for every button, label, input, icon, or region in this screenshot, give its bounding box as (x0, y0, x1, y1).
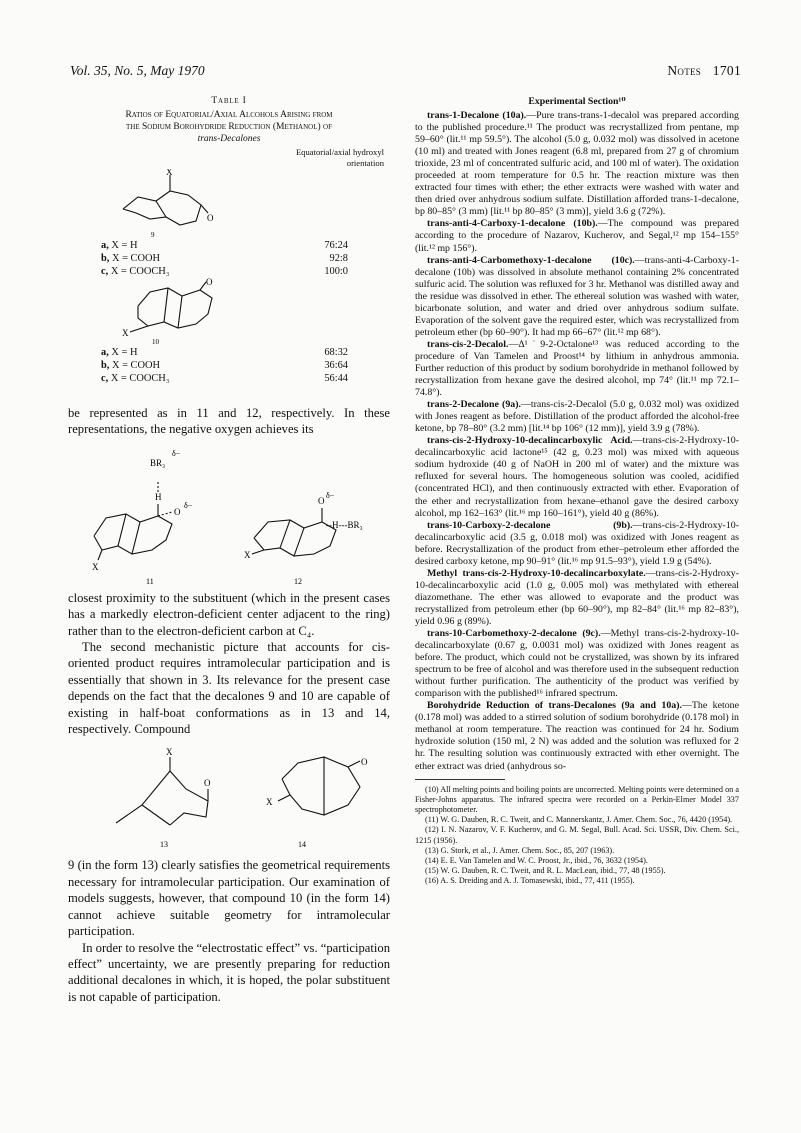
procedure-paragraph (415, 568, 739, 628)
right-column (415, 92, 739, 887)
procedure-text: —trans-cis-2-Decalol (5.0 g, 0.032 mol) was oxidized with Jones reagent as before. Distillation of the product afforded the alcohol-free ketone, bp 78–80° (3.2 mm) [lit.¹⁴ bp 106° (12 mm)], yield 3.9 g (78%). (415, 399, 739, 435)
table-row (68, 252, 390, 265)
procedure-text: —The ketone (0.178 mol) was added to a stirred solution of sodium borohydride (0.178 mol) in methanol at room temperature. The reaction was continued for 24 hr. Sodium hydroxide solution (150 ml, 2 N) was added and the solution was refluxed for 2 hr. The resulting solution was continuously extracted with ether overnight. The ether extract was dried (anhydrous so- (415, 700, 739, 772)
row-ratio: 100:0 (324, 266, 348, 277)
structures-13-14-drawing (68, 743, 390, 851)
procedure-title: trans-1-Decalone (10a). (427, 110, 527, 121)
procedure-title: trans-10-Carboxy-2-decalone (9b). (427, 519, 633, 531)
structure-9 (68, 169, 390, 239)
procedure-paragraph (415, 435, 739, 519)
table-caption-line: trans-Decalones (197, 134, 261, 144)
procedure-paragraph (415, 218, 739, 254)
procedure-text: —Δ¹˙9-2-Octalone¹³ was reduced according to the procedure of Van Tamelen and Proost¹⁴ by lithium in anhydrous ammonia. Further reduction of this product by sodium borohydride in methanol followed by recrystallization from hexane gave the desired alcohol, mp 74° (lit.¹¹ mp 72.1–74.8°). (415, 338, 739, 399)
procedure-title: trans-anti-4-Carboxy-1-decalone (10b). (427, 218, 598, 230)
procedure-title: trans-cis-2-Decalol. (427, 338, 509, 350)
s12-label: 12 (294, 576, 302, 586)
s11-delta-2: δ− (184, 500, 193, 510)
s14-label: 14 (298, 840, 306, 850)
footnote: (14) E. E. Van Tamelen and W. C. Proost, Jr., ibid., 76, 3632 (1954). (425, 856, 648, 865)
body-paragraph-3 (68, 857, 390, 1005)
procedure-text: —Pure trans-trans-1-decalol was prepared according to the published procedure.¹¹ The product was recrystallized from pentane, mp 59–60° (lit.¹¹ mp 59.5°). The alcohol (5.0 g, 0.032 mol) was dissolved in acetone (10 ml) and treated with Jones reagent (6.8 ml, prepared from 27 g of chromium trioxide, 23 ml of concentrated sulfuric acid, and 100 ml of water). The oxidation proceeded at room temperature for 0.5 hr. The reaction mixture was then extracted four times with ether; the ether extracts were washed with water and then dried over anhydrous sodium sulfate. Distillation afforded trans-1-decalone, bp 80–85° (3 mm) [lit.¹¹ bp 80–85° (3 mm)], yield 3.6 g (72%). (415, 110, 739, 218)
s11-h: H (155, 491, 162, 502)
s12-o: O (318, 495, 325, 506)
s12-x: X (244, 549, 251, 560)
structure-10-drawing (108, 278, 268, 346)
procedure-paragraph (415, 110, 739, 218)
s11-o: O (174, 506, 181, 517)
running-header-left: Vol. 35, No. 5, May 1970 (70, 63, 205, 78)
page-number: 1701 (712, 63, 741, 78)
experimental-section (415, 110, 739, 773)
procedure-title: trans-cis-2-Hydroxy-10-decalincarboxylic Acid. (427, 435, 633, 447)
s11-x: X (92, 561, 99, 572)
body-paragraph-1 (68, 405, 390, 438)
row-substituent: X = H (111, 240, 138, 251)
table-column-header (224, 147, 384, 169)
row-substituent: X = COOH (112, 360, 161, 371)
table-caption (68, 109, 390, 145)
procedure-paragraph (415, 255, 739, 339)
footnote: (12) I. N. Nazarov, V. F. Kucherov, and G. M. Segal, Bull. Acad. Sci. USSR, Div. Chem. Sci., 1215 (1956). (415, 825, 739, 845)
table-row (68, 346, 390, 359)
row-substituent: X = COOCH₃ (110, 266, 170, 277)
procedure-text: —trans-cis-2-Hydroxy-10-decalincarboxylic acid (3.5 g, 0.018 mol) was oxidized with Jones reagent as before. Recrystallization of the product from ether–petroleum ether afforded the desired carboxy ketone, mp 90–91° (lit.¹⁶ mp 91.5–93°), yield 1.9 g (54%). (415, 519, 739, 567)
table-caption-line: Ratios of Equatorial/Axial Alcohols Arising from (125, 110, 333, 120)
structure-9-label: 9 (151, 231, 155, 239)
row-letter: b, (101, 253, 110, 264)
table-row (68, 359, 390, 372)
header-section-name: Notes (667, 63, 702, 78)
procedure-title: trans-anti-4-Carbomethoxy-1-decalone (10c). (427, 254, 635, 266)
s13-o: O (204, 778, 211, 789)
row-ratio: 92:8 (329, 253, 348, 264)
row-ratio: 36:64 (324, 360, 348, 371)
row-substituent: X = H (111, 347, 138, 358)
s14-x: X (266, 797, 273, 808)
table-caption-line: the Sodium Borohydride Reduction (Methanol) of (126, 122, 332, 132)
paragraph-text: be represented as in 11 and 12, respectively. In these representations, the negative oxygen achieves its (68, 406, 390, 437)
table-row (68, 239, 390, 252)
structure-9-o: O (207, 213, 214, 223)
procedure-title: Methyl trans-cis-2-Hydroxy-10-decalincarboxylate. (427, 567, 646, 579)
body-paragraph-2 (68, 590, 390, 738)
rows-10 (68, 346, 390, 385)
paragraph-text: The second mechanistic picture that accounts for cis-oriented product requires intramolecular participation and is essentially that shown in 3. Its relevance for the present case depends on the fact that the decalones 9 and 10 are capable of existing in half-boat conformations as in 13 and 14, respectively. Compound (68, 640, 390, 737)
footnote: (11) W. G. Dauben, R. C. Tweit, and C. Mannerskantz, J. Amer. Chem. Soc., 76, 4420 (1954). (425, 815, 733, 825)
structure-9-drawing (108, 169, 268, 239)
procedure-title: trans-10-Carbomethoxy-2-decalone (9c). (427, 628, 601, 640)
procedure-title: trans-2-Decalone (9a). (427, 399, 521, 411)
row-substituent: X = COOH (112, 253, 161, 264)
column-header-line: orientation (346, 158, 384, 168)
procedure-text: —trans-cis-2-Hydroxy-10-decalincarboxylic acid (1.0 g, 0.005 mol) was methylated with ethereal diazomethane. The ether was allowed to evaporate and the product was recrystallized from petroleum ether (bp 60–90°), mp 82–84° (lit.¹⁶ mp 82–83°), yield 0.96 g (89%). (415, 567, 739, 627)
structure-10-x: X (122, 328, 129, 338)
procedure-paragraph (415, 399, 739, 435)
footnotes (415, 785, 739, 887)
procedure-paragraph (415, 700, 739, 772)
table-row (68, 265, 390, 278)
s12-delta: δ− (326, 490, 335, 500)
structures-11-12 (68, 442, 390, 590)
s12-h-br3: --H---BR₃ (326, 519, 363, 530)
table-row (68, 372, 390, 385)
procedure-text: —Methyl trans-cis-2-hydroxy-10-decalincarboxylate (0.67 g, 0.0031 mol) was oxidized with Jones reagent as before. The product, which could not be crystallized, was shown by its infrared spectrum to be free of alcohol and was therefore used in the subsequent reduction without further purification. The authenticity of the product was verified by comparison with the published¹⁶ infrared spectrum. (415, 628, 739, 700)
s14-o: O (361, 757, 368, 768)
row-letter: a, (101, 240, 109, 251)
procedure-paragraph (415, 520, 739, 568)
row-ratio: 76:24 (324, 240, 348, 251)
structures-11-12-drawing (68, 442, 390, 590)
footnote: (13) G. Stork, et al., J. Amer. Chem. Soc., 85, 207 (1963). (425, 845, 615, 855)
procedure-paragraph (415, 339, 739, 399)
row-ratio: 56:44 (324, 373, 348, 384)
footnote: (10) All melting points and boiling points are uncorrected. Melting points were determined on a Fisher-Johns apparatus. The infrared spectra were recorded on a Perkin-Elmer Model 337 spectrophotometer. (415, 784, 739, 814)
procedure-text: —trans-anti-4-Carboxy-1-decalone (10b) was dissolved in absolute methanol containing 2% concentrated sulfuric acid. The solution was refluxed for 3 hr. Methanol was distilled away and the residue was dissolved in ether. The ethereal solution was washed with water, bicarbonate solution, and water and dried over anhydrous sodium sulfate. Evaporation of the solvent gave the required ester, which was recrystallized from petroleum ether (bp 60–90°). It had mp 66–67° (lit.¹² mp 68°). (415, 254, 739, 338)
procedure-text: —trans-cis-2-Hydroxy-10-decalincarboxylic acid lactone¹⁵ (42 g, 0.23 mol) was mixed with aqueous sodium hydroxide (40 g of NaOH in 200 ml of water) and the mixture was refluxed for several hours. The homogeneous solution was cooled, acidified (concentrated HCl), and then continuously extracted with ether. Evaporation of the ether and recrystallization from hexane–ethanol gave the desired carboxy alcohol, mp 162–163° (lit.¹⁶ mp 160–161°), yield 40 g (86%). (415, 435, 739, 519)
s13-label: 13 (160, 840, 168, 850)
footnote-divider (415, 779, 505, 780)
footnote: (15) W. G. Dauben, R. C. Tweit, and R. L. MacLean, ibid., 77, 48 (1955). (425, 866, 666, 876)
row-substituent: X = COOCH₃ (110, 373, 170, 384)
structure-10-o: O (206, 278, 213, 287)
structure-10 (68, 278, 390, 346)
row-letter: c, (101, 373, 109, 384)
row-letter: a, (101, 347, 109, 358)
s11-delta-1: δ− (172, 448, 181, 458)
row-ratio: 68:32 (324, 347, 348, 358)
paragraph-text: 9 (in the form 13) clearly satisfies the geometrical requirements necessary for intramolecular participation. Our examination of models suggests, however, that compound 10 (in the form 14) cannot achieve suitable geometry for intramolecular participation. (68, 858, 390, 939)
paragraph-text: closest proximity to the substituent (which in the present cases has a markedly electron-deficient center adjacent to the ring) rather than to the electron-deficient carbon at C₄. (68, 590, 390, 638)
rows-9 (68, 239, 390, 278)
row-letter: c, (101, 266, 109, 277)
s11-br3: BR₃ (150, 457, 166, 468)
section-heading: Experimental Section¹⁰ (528, 96, 626, 107)
s13-x: X (166, 747, 173, 758)
structure-9-x: X (166, 169, 173, 177)
left-column (68, 92, 390, 1005)
column-header-line: Equatorial/axial hydroxyl (295, 147, 384, 157)
s11-label: 11 (146, 576, 154, 586)
structures-13-14 (68, 743, 390, 851)
paragraph-text: In order to resolve the “electrostatic effect” vs. “participation effect” uncertainty, we are presently preparing for reduction additional decalones in which, it is hoped, the polar substituent is not capable of participation. (68, 940, 390, 1004)
footnote: (16) A. S. Dreiding and A. J. Tomasewski, ibid., 77, 411 (1955). (425, 876, 635, 886)
procedure-text: —The compound was prepared according to the procedure of Nazarov, Kucherov, and Segal,¹² mp 154–155° (lit.¹² mp 156°). (415, 218, 739, 254)
table-title: Table I (211, 96, 247, 106)
row-letter: b, (101, 360, 110, 371)
structure-10-label: 10 (152, 338, 159, 346)
procedure-paragraph (415, 628, 739, 700)
running-header-right (667, 63, 741, 79)
procedure-title: Borohydride Reduction of trans-Decalones (9a and 10a). (427, 700, 682, 712)
